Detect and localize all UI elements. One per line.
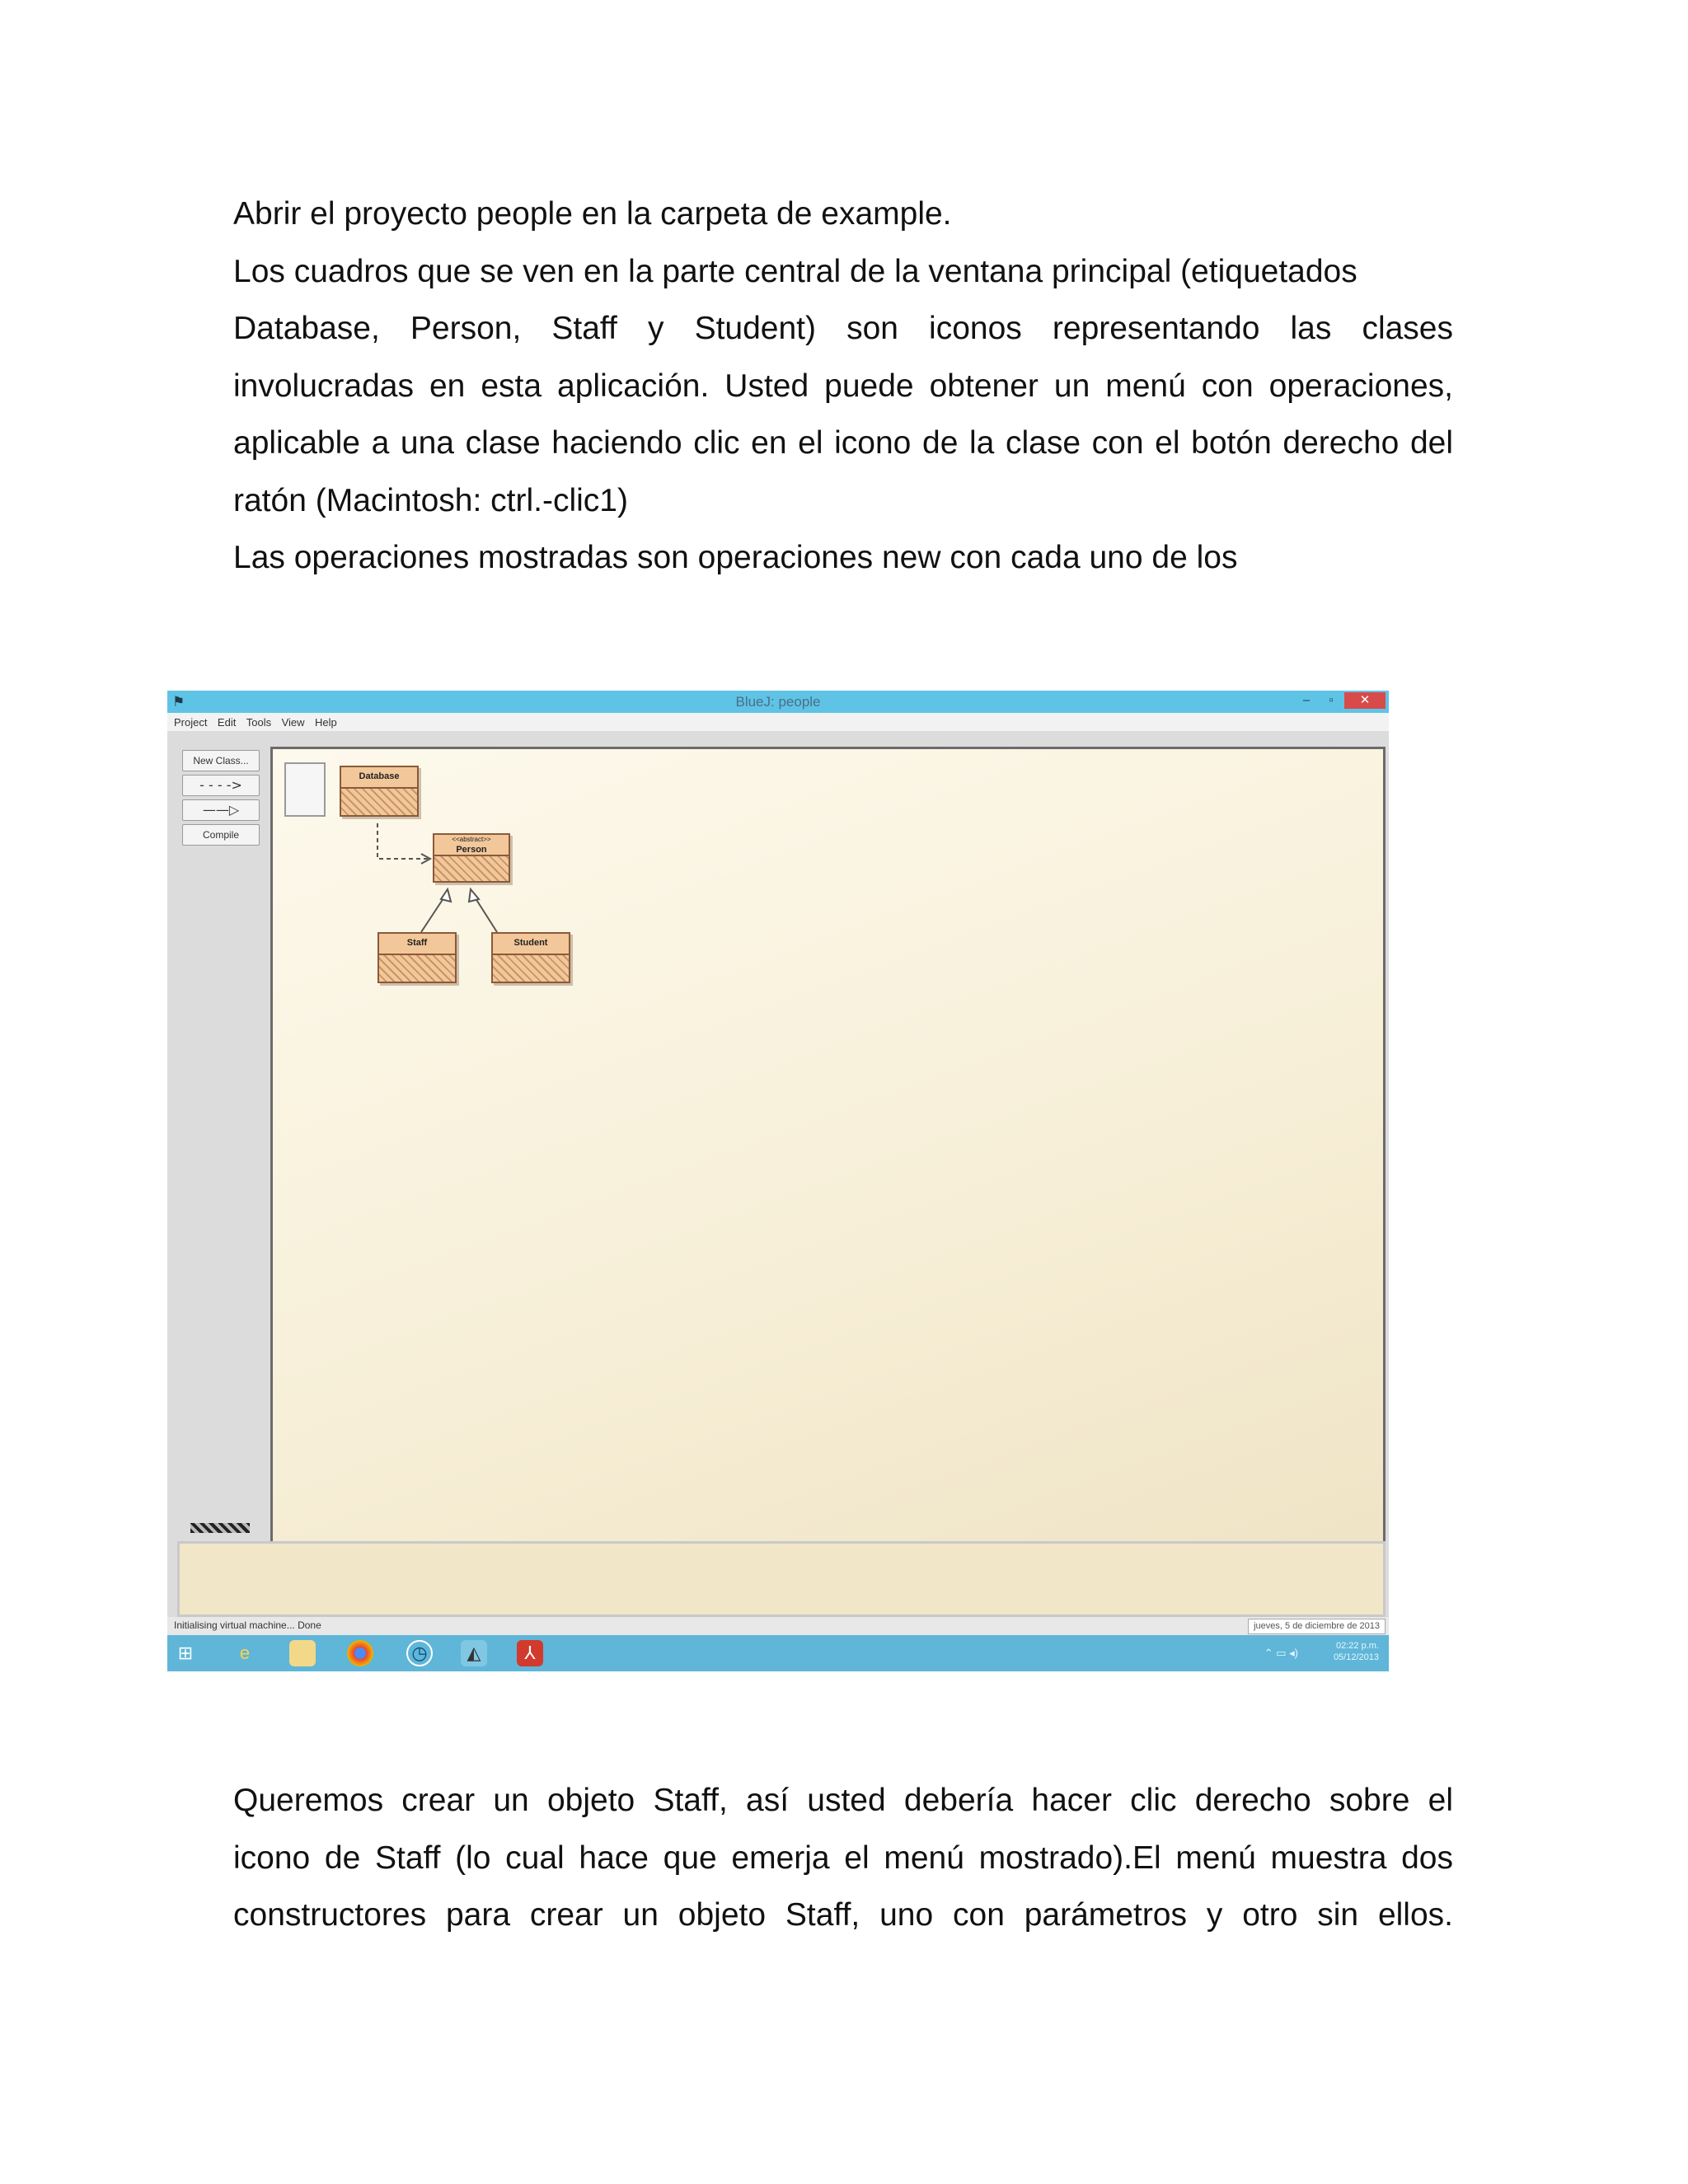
class-body-hatch xyxy=(493,955,569,982)
bluej-screenshot xyxy=(167,691,1389,1671)
minimize-icon[interactable]: – xyxy=(1302,693,1311,707)
windows-taskbar xyxy=(167,1635,1389,1671)
close-icon[interactable]: ✕ xyxy=(1344,692,1386,709)
system-clock[interactable] xyxy=(1334,1640,1379,1663)
staff-paragraph xyxy=(233,1772,1453,1944)
text-line: aplicable a una clase haciendo clic en el icono de la clase con el botón derecho del xyxy=(233,425,1453,461)
class-name: Student xyxy=(493,934,569,955)
new-class-button[interactable]: New Class... xyxy=(182,750,260,771)
menu-tools[interactable]: Tools xyxy=(246,716,272,729)
text-line: Los cuadros que se ven en la parte central de la ventana principal (etiquetados xyxy=(233,253,1357,289)
class-name: Staff xyxy=(379,934,455,955)
tray-icons[interactable]: ⌃ ▭ ◂) xyxy=(1264,1647,1298,1659)
window-titlebar xyxy=(167,691,1389,713)
class-stereotype: <<abstract>> xyxy=(452,836,491,843)
class-staff[interactable] xyxy=(377,932,457,983)
text-line: involucradas en esta aplicación. Usted puede obtener un menú con operaciones, xyxy=(233,368,1453,404)
text-line: Abrir el proyecto people en la carpeta de example. xyxy=(233,196,952,232)
class-diagram-canvas[interactable] xyxy=(270,747,1386,1580)
bluej-taskbar-icon[interactable]: ◭ xyxy=(461,1640,487,1666)
class-name: Person xyxy=(456,845,487,855)
uses-arrow-button[interactable]: - - - -> xyxy=(182,775,260,796)
class-database[interactable] xyxy=(340,766,419,817)
clock-app-icon[interactable]: ◷ xyxy=(406,1640,433,1666)
status-text: Initialising virtual machine... Done xyxy=(174,1619,321,1631)
intro-paragraph xyxy=(233,185,1453,587)
text-line: Database, Person, Staff y Student) son iconos representando las clases xyxy=(233,311,1453,346)
menu-project[interactable]: Project xyxy=(174,716,208,729)
staff-inherits-line xyxy=(421,896,445,932)
staff-inherits-arrowhead xyxy=(441,889,451,902)
file-explorer-icon[interactable] xyxy=(289,1640,316,1666)
acrobat-icon[interactable]: ⅄ xyxy=(517,1640,543,1666)
bluej-icon: ⚑ xyxy=(172,694,185,710)
windows-start-icon[interactable]: ⊞ xyxy=(177,1643,194,1663)
status-bar xyxy=(167,1617,1389,1635)
text-line: ratón (Macintosh: ctrl.-clic1) xyxy=(233,482,628,518)
menu-edit[interactable]: Edit xyxy=(217,716,237,729)
class-body-hatch xyxy=(379,955,455,982)
clock-time: 02:22 p.m. xyxy=(1336,1641,1379,1651)
window-title: BlueJ: people xyxy=(735,694,821,710)
menu-help[interactable]: Help xyxy=(315,716,337,729)
class-name: Database xyxy=(341,767,417,789)
resize-grip[interactable] xyxy=(190,1523,250,1533)
compile-button[interactable]: Compile xyxy=(182,824,260,846)
text-line: constructores para crear un objeto Staff, uno con parámetros y otro sin ellos. xyxy=(233,1897,1453,1933)
student-inherits-arrowhead xyxy=(469,889,479,902)
object-bench[interactable] xyxy=(177,1541,1386,1617)
class-body-hatch xyxy=(434,856,509,881)
inherits-arrow-button[interactable]: ——▷ xyxy=(182,799,260,821)
menu-bar xyxy=(167,713,1389,731)
class-header xyxy=(434,835,509,856)
maximize-icon[interactable]: ▫ xyxy=(1329,693,1334,707)
text-line: Queremos crear un objeto Staff, así usted debería hacer clic derecho sobre el xyxy=(233,1783,1453,1818)
class-body-hatch xyxy=(341,789,417,815)
menu-view[interactable]: View xyxy=(281,716,305,729)
chrome-icon[interactable] xyxy=(347,1640,373,1666)
text-line: Las operaciones mostradas son operaciones new con cada uno de los xyxy=(233,540,1238,575)
student-inherits-line xyxy=(474,896,497,932)
class-person[interactable] xyxy=(433,833,510,883)
text-line: icono de Staff (lo cual hace que emerja el menú mostrado).El menú muestra dos xyxy=(233,1840,1453,1876)
internet-explorer-icon[interactable]: e xyxy=(239,1643,251,1663)
clock-date: 05/12/2013 xyxy=(1333,1652,1379,1662)
class-student[interactable] xyxy=(491,932,570,983)
date-tooltip: jueves, 5 de diciembre de 2013 xyxy=(1248,1619,1386,1634)
